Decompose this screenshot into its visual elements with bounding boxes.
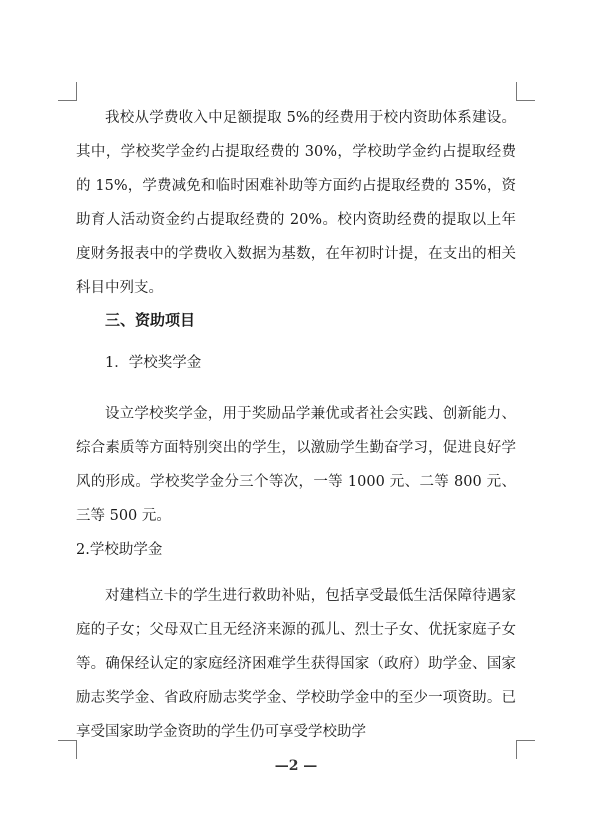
crop-mark-bottom-left xyxy=(58,740,77,759)
paragraph-funding-allocation: 我校从学费收入中足额提取 5%的经费用于校内资助体系建设。其中，学校奖学金约占提取经费的 30%，学校助学金约占提取经费的 15%，学费减免和临时困难补助等方面约占提取经费的 35%，资助育人活动资金约占提取经费的 20%。校内资助经费的提取以上年度财务报表中的学费收入数据为基数，在年初时计提，在支出的相关科目中列支。 xyxy=(76,110,516,296)
page-number: —2 — xyxy=(274,758,318,774)
paragraph-scholarship: 设立学校奖学金，用于奖励品学兼优或者社会实践、创新能力、综合素质等方面特别突出的学生，以激励学生勤奋学习，促进良好学风的形成。学校奖学金分三个等次，一等 1000 元、二等 800 元、三等 500 元。 xyxy=(76,406,516,524)
subheading-scholarship: 1．学校奖学金 xyxy=(105,355,202,371)
crop-mark-top-left xyxy=(58,82,77,101)
crop-mark-top-right xyxy=(516,82,535,101)
section-heading: 三、资助项目 xyxy=(105,311,196,329)
paragraph-grant: 对建档立卡的学生进行救助补贴，包括享受最低生活保障待遇家庭的子女；父母双亡且无经济来源的孤儿、烈士子女、优抚家庭子女等。确保经认定的家庭经济困难学生获得国家（政府）助学金、国家励志奖学金、省政府励志奖学金、学校助学金中的至少一项资助。已享受国家助学金资助的学生仍可享受学校助学 xyxy=(76,588,516,740)
subheading-grant: 2.学校助学金 xyxy=(76,542,163,558)
crop-mark-bottom-right xyxy=(516,740,535,759)
